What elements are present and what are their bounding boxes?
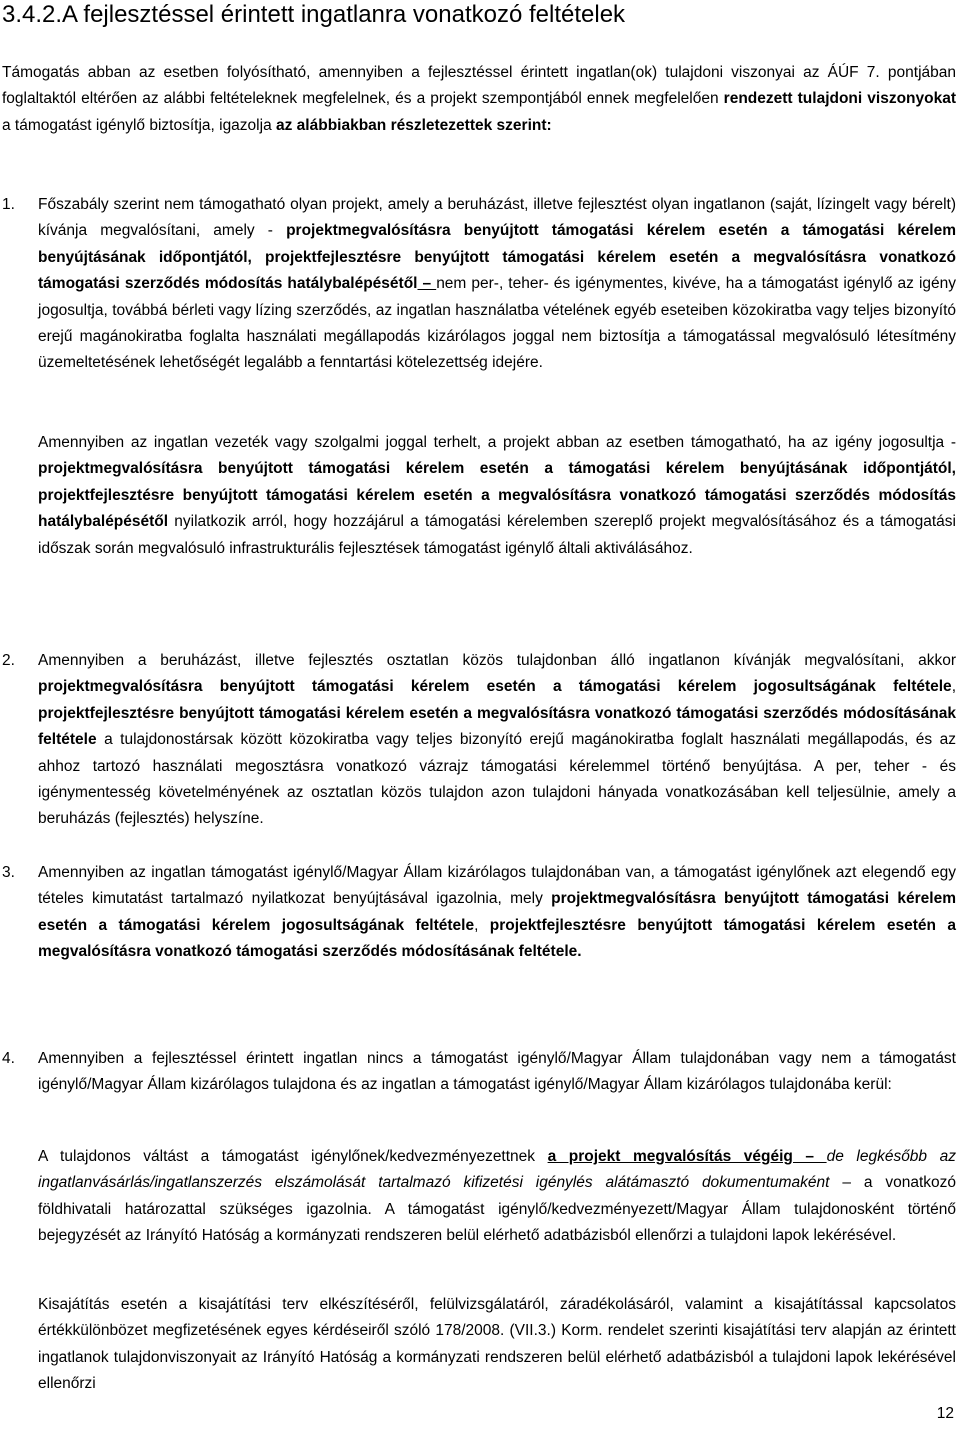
item-1-paragraph-1: [38, 192, 956, 377]
item-3-text-1: Amennyiben az ingatlan támogatást igénylő/Magyar Állam kizárólagos tulajdonában van, a támogatást igénylőnek azt elegendő egy tételes kimutatást tartalmazó nyilatkozat benyújtásával igazolnia, mely: [38, 864, 956, 908]
item-1-p2-text-1: Amennyiben az ingatlan vezeték vagy szolgalmi joggal terhelt, a projekt abban az esetben támogatható, ha az igény jogosultja -: [38, 434, 956, 451]
item-3-paragraph: [38, 860, 956, 966]
item-1-text-2: nem per-, teher- és igénymentes, kivéve, ha a támogatást igénylő az igény jogosultja, továbbá bérleti vagy lízing szerződés, az ingatlan használatba vételének egyéb eseteiben közokiratba vagy teljes bizonyító erejű magánokiratba foglalta használati megállapodás kizárólagos joggal nem biztosítja a támogatással megvalósuló létesítmény üzemeltetésének lehetőségét legalább a fenntartási kötelezettség idejére.: [38, 275, 956, 372]
intro-paragraph: [2, 60, 956, 139]
item-2-bold-2: projektfejlesztésre benyújtott támogatási kérelem esetén a megvalósításra vonatkozó támogatási szerződés módosításának feltétele: [38, 704, 956, 749]
item-1-p2-text-2: nyilatkozik arról, hogy hozzájárul a támogatási kérelemben szereplő projekt megvalósításához és a támogatási időszak során megvalósuló infrastrukturális fejlesztések támogatást igénylő általi aktiválásához.: [38, 513, 956, 557]
item-2-text-2: ,: [951, 678, 956, 696]
intro-bold-2: az alábbiakban részletezettek szerint:: [276, 116, 552, 134]
list-number-2: 2.: [2, 652, 15, 669]
item-3-bold-2: projektfejlesztésre benyújtott támogatási kérelem esetén a megvalósításra vonatkozó támogatási szerződés módosításának feltétele.: [38, 916, 957, 961]
item-4-paragraph-3: Kisajátítás esetén a kisajátítási terv elkészítéséről, felülvizsgálatáról, záradékolásáról, valamint a kisajátítással kapcsolatos értékkülönbözet megfizetésének egyes kérdéseiről szóló 178/2008. (VII.3.) Korm. rendelet szerinti kisajátítási terv alapján az érintett ingatlanok tulajdonviszonyait az Irányító Hatóság a kormányzati rendszeren belül elérhető adatbázisból a tulajdoni lapok lekérésével ellenőrzi: [38, 1296, 956, 1393]
item-1-dash: –: [417, 275, 437, 293]
item-4-bold-1: a projekt megvalósítás végéig –: [547, 1148, 827, 1165]
item-4-paragraph-1: Amennyiben a fejlesztéssel érintett ingatlan nincs a támogatást igénylő/Magyar Állam tulajdonában vagy nem a támogatást igénylő/Magyar Állam kizárólagos tulajdona és az ingatlan a támogatást igénylő/Magyar Állam kizárólagos tulajdonába kerül:: [38, 1050, 956, 1094]
item-2-bold-1: projektmegvalósításra benyújtott támogatási kérelem esetén a támogatási kérelem jogosultságának feltétele: [38, 678, 952, 696]
list-number-1: 1.: [2, 196, 15, 213]
item-4-text-1: A tulajdonos váltást a támogatást igénylőnek/kedvezményezettnek: [38, 1148, 548, 1165]
item-2-text-3: a tulajdonostársak között közokiratba vagy teljes bizonyító erejű magánokiratba foglalt használati megállapodás, és az ahhoz tartozó használati megosztásra vonatkozó vázrajz támogatási kérelemmel történő benyújtása. A per, teher - és igénymentesség követelményének az osztatlan közös tulajdon azon tulajdoni hányada vonatkozásában kell teljesülnie, amely a beruházás (fejlesztés) helyszíne.: [38, 731, 956, 828]
item-1-paragraph-2: [38, 430, 956, 562]
item-3-text-2: ,: [474, 916, 490, 934]
item-2-paragraph: [38, 648, 956, 833]
item-3-bold-1: projektmegvalósításra benyújtott támogatási kérelem esetén a támogatási kérelem jogosultságának feltétele: [38, 890, 956, 934]
section-heading: 3.4.2.A fejlesztéssel érintett ingatlanra vonatkozó feltételek: [2, 1, 626, 28]
item-1-text-1: Főszabály szerint nem támogatható olyan projekt, amely a beruházást, illetve fejlesztést olyan ingatlanon (saját, lízingelt vagy bérelt) kívánja megvalósítani, amely -: [38, 196, 956, 240]
page-number: 12: [936, 1405, 954, 1422]
item-4-text-2: – a vonatkozó földhivatali határozattal szükséges igazolnia. A támogatást igénylő/kedvezményezett/Magyar Állam tulajdonosként történő bejegyzését az Irányító Hatóság a kormányzati rendszeren belül elérhető adatbázisból ellenőrzi a tulajdoni lapok lekérésével.: [38, 1174, 956, 1245]
intro-bold-1: rendezett tulajdoni viszonyokat: [723, 90, 956, 108]
item-1-p2-bold-1: projektmegvalósításra benyújtott támogatási kérelem esetén a támogatási kérelem benyújtásának időpontjától, projektfejlesztésre benyújtott támogatási kérelem esetén a megvalósításra vonatkozó támogatási szerződés módosítás hatálybalépésétől: [38, 460, 956, 531]
list-number-3: 3.: [2, 864, 15, 881]
item-4-paragraph-2: [38, 1144, 956, 1250]
intro-text-1: Támogatás abban az esetben folyósítható, amennyiben a fejlesztéssel érintett ingatlan(ok) tulajdoni viszonyai az ÁÚF 7. pontjában foglaltaktól eltérően az alábbi feltételeknek megfelelnek, és a projekt szempontjából ennek megfelelően: [2, 64, 956, 108]
item-2-text-1: Amennyiben a beruházást, illetve fejlesztés osztatlan közös tulajdonban álló ingatlanon kívánják megvalósítani, akkor: [38, 652, 956, 669]
item-1-bold-1: projektmegvalósításra benyújtott támogatási kérelem esetén a támogatási kérelem benyújtásának időpontjától, projektfejlesztésre benyújtott támogatási kérelem esetén a megvalósításra vonatkozó támogatási szerződés módosítás hatálybalépésétől: [38, 222, 957, 293]
item-4-italic-1: de legkésőbb az ingatlanvásárlás/ingatlanszerzés elszámolását tartalmazó kifizetési igénylés alátámasztó dokumentumaként: [38, 1148, 956, 1192]
intro-text-2: a támogatást igénylő biztosítja, igazolja: [2, 116, 276, 134]
list-number-4: 4.: [2, 1050, 15, 1067]
